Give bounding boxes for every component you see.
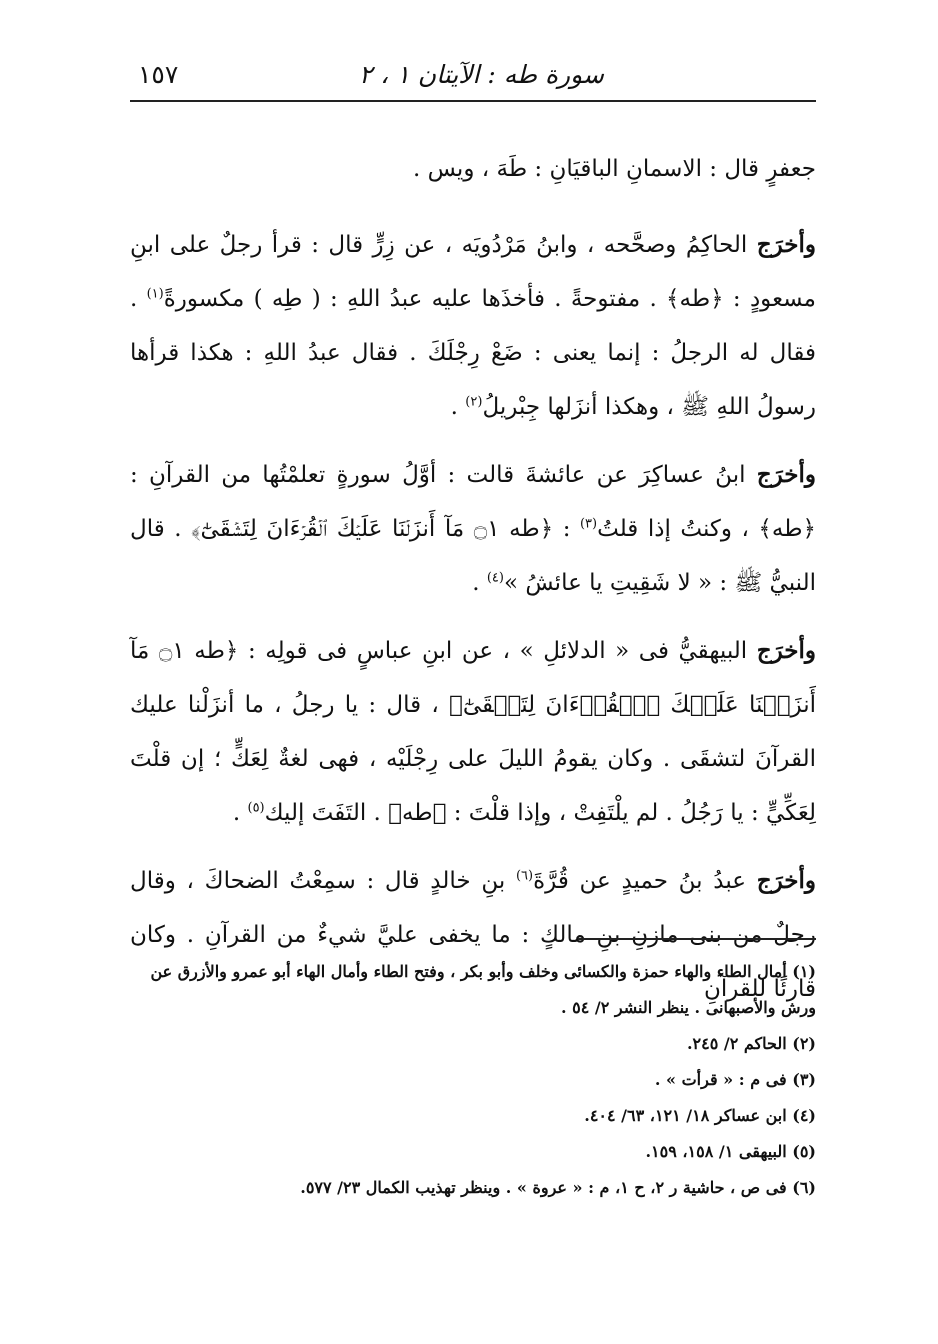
running-header	[130, 54, 814, 94]
main-text	[130, 142, 816, 1030]
footnote-divider	[578, 938, 816, 940]
paragraph-text: : ﴿طه ۝١ مَآ أَنزَلۡنَا عَلَيۡكَ ٱلۡقُرۡءَانَ لِتَشۡقَىٰٓ﴾ . قال النبيُّ ﷺ : « لا شَقِيتِ يا عائشُ »	[130, 516, 816, 596]
page-number: ١٥٧	[138, 60, 179, 89]
paragraph-text: ابنُ عساكِرَ عن عائشةَ قالت : أوَّلُ سورةٍ تعلمْتُها من القرآنِ : ﴿طه﴾ ، وكنتُ إذا قلتُ	[130, 462, 816, 542]
footnote-item: (٢) الحاكم ٢/ ٢٤٥.	[686, 1034, 816, 1053]
paragraph	[130, 218, 816, 434]
footnote-item: (٥) البيهقى ١/ ١٥٨، ١٥٩.	[645, 1142, 816, 1161]
footnote-item: (١) أمال الطاء والهاء حمزة والكسائى وخلف وأبو بكر ، وفتح الطاء وأمال الهاء أبو عمرو والأزرق عن ورش والأصبهانى . ينظر النشر ٢/ ٥٤ .	[150, 962, 816, 1017]
paragraph-text: . فقال له الرجلُ : إنما يعنى : ضَعْ رِجْلَكَ . فقال عبدُ اللهِ : هكذا قرأها رسولُ اللهِ ﷺ ، وهكذا أنزَلها جِبْريلُ	[130, 286, 816, 420]
footnote-marker[interactable]: (٥)	[247, 800, 265, 816]
footnotes	[130, 954, 816, 1206]
paragraph-lead: وأخرَج	[756, 461, 816, 488]
paragraph-text: البيهقيُّ فى « الدلائلِ » ، عن ابنِ عباسٍ فى قولِه : ﴿طه ۝١ مَآ أَنزَلۡنَا عَلَيۡكَ ٱلۡقُرۡءَانَ لِتَشۡقَىٰٓ﴾ ، قال : يا رجلُ ، ما أنزَلْنا عليك القرآنَ لتشقَى . وكان يقومُ الليلَ على رِجْلَيْه ، فهى لغةٌ لِعَكٍّ ؛ إن قلْتَ لِعَكِّيٍّ : يا رَجُلُ . لم يلْتَفِتْ ، وإذا قلْتَ : ﴿طه﴾ . التَفَتَ إليك	[130, 638, 816, 826]
paragraph-text: الحاكِمُ وصحَّحه ، وابنُ مَرْدُويَه ، عن زِرٍّ قال : قرأ رجلٌ على ابنِ مسعودٍ : ﴿طه﴾ . مفتوحةً . فأخذَها عليه عبدُ اللهِ : ( طِه ) مكسورةً	[130, 232, 816, 312]
paragraph-text: .	[450, 394, 466, 420]
paragraph-text: .	[232, 800, 248, 826]
footnote-marker[interactable]: (٤)	[486, 570, 504, 586]
paragraph-lead: وأخرَج	[756, 637, 817, 664]
footnote-marker[interactable]: (١)	[146, 286, 164, 302]
paragraph-lead: وأخرَج	[756, 867, 816, 894]
paragraph-text: جعفرٍ قال : الاسمانِ الباقيَانِ : طَهَ ، ويس .	[412, 156, 816, 182]
footnote-item: (٦) فى ص ، حاشية ر ٢، ح ١، م : « عروة » . وينظر تهذيب الكمال ٢٣/ ٥٧٧.	[300, 1178, 816, 1197]
footnote-marker[interactable]: (٦)	[515, 868, 534, 884]
paragraph-text: عبدُ بنُ حميدٍ عن قُرَّةَ	[533, 868, 757, 894]
paragraph	[130, 624, 816, 840]
footnote-marker[interactable]: (٢)	[465, 394, 483, 410]
running-title: سورة طه : الآيتان ١ ، ٢	[358, 60, 604, 89]
footnote-marker[interactable]: (٣)	[579, 516, 598, 532]
header-divider	[130, 100, 816, 102]
footnote-item: (٤) ابن عساكر ١٨/ ١٢١، ٦٣/ ٤٠٤.	[584, 1106, 816, 1125]
footnote-item: (٣) فى م : « قرأت » .	[654, 1070, 816, 1089]
paragraph	[130, 142, 816, 196]
paragraph-text: بنِ خالدٍ قال : سمِعْتُ الضحاكَ ، وقال رجلٌ من بنى مازنِ بنِ مالكٍ : ما يخفى عليَّ شيءٌ من القرآنِ . وكان قارئًا للقرآنِ	[130, 868, 816, 1002]
paragraph-text: .	[472, 570, 487, 596]
paragraph-lead: وأخرَج	[756, 231, 816, 258]
paragraph	[130, 448, 816, 610]
